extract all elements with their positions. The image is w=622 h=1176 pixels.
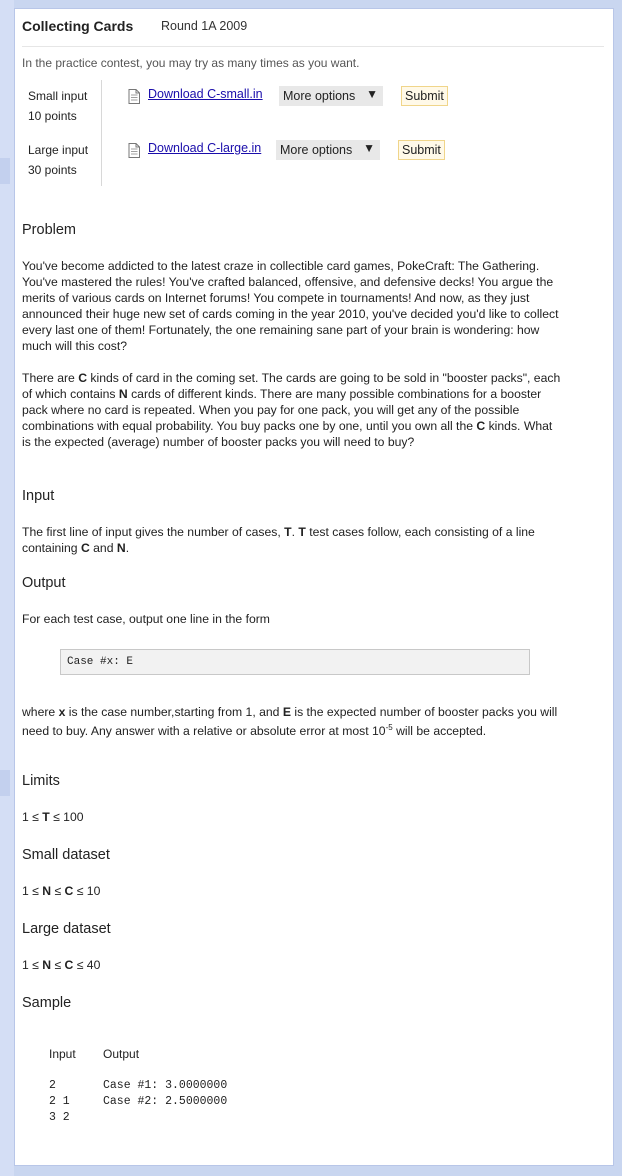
submit-small-button[interactable]: Submit xyxy=(401,86,448,106)
more-options-small-select[interactable] xyxy=(279,86,383,106)
small-dataset-heading: Small dataset xyxy=(22,847,110,863)
problem-heading: Problem xyxy=(22,222,76,238)
large-dataset-text: 1 ≤ N ≤ C ≤ 40 xyxy=(22,958,101,972)
problem-paragraph-2: There are C kinds of card in the coming set. The cards are going to be sold in "booster packs", each of which contains N cards of different kinds. There are many possible combinations for a booster pack where no card is repeated. When you pay for one pack, you will get any of the possible combinations with equal probability. You buy packs one by one, until you own all the C kinds. What is the expected (average) number of booster packs you will need to buy? xyxy=(22,371,561,449)
sample-input-line: 2 1 xyxy=(49,1095,70,1108)
document-icon xyxy=(128,89,140,104)
sample-output-line: Case #2: 2.5000000 xyxy=(103,1095,228,1108)
more-options-label: More options xyxy=(283,89,356,103)
large-dataset-heading: Large dataset xyxy=(22,921,111,937)
output-heading: Output xyxy=(22,575,66,591)
problem-panel xyxy=(14,8,614,1166)
small-input-name: Small input xyxy=(28,89,88,103)
large-input-points: 30 points xyxy=(28,163,77,177)
submit-large-button[interactable]: Submit xyxy=(398,140,445,160)
input-description: The first line of input gives the number of cases, T. T test cases follow, each consisting of a line containing C and N. xyxy=(22,525,535,555)
left-strip-mark xyxy=(0,158,10,184)
caret-down-icon: ▼ xyxy=(363,141,375,155)
problem-title: Collecting Cards xyxy=(22,18,134,34)
small-input-row xyxy=(22,86,462,126)
more-options-label: More options xyxy=(280,143,353,157)
top-strip xyxy=(14,0,622,8)
problem-paragraph-1: You've become addicted to the latest craze in collectible card games, PokeCraft: The Gathering. You've mastered the rules! You've crafted balanced, offensive, and defensive decks! You argue the merits of various cards on Internet forums! You compete in tournaments! And now, as they just announced their huge new set of cards coming in the year 2010, you've decided you'd like to collect every last one of them! Fortunately, the one remaining sane part of your brain is wondering: how much will this cost? xyxy=(22,259,559,353)
large-input-row xyxy=(22,140,462,180)
sample-heading: Sample xyxy=(22,995,72,1011)
more-options-large-select[interactable] xyxy=(276,140,380,160)
limits-heading: Limits xyxy=(22,773,60,789)
sample-input-label: Input xyxy=(49,1047,76,1061)
small-input-points: 10 points xyxy=(28,109,77,123)
problem-header xyxy=(22,18,604,47)
sample-output-label: Output xyxy=(103,1047,140,1061)
input-heading: Input xyxy=(22,488,55,504)
limits-text: 1 ≤ T ≤ 100 xyxy=(22,810,84,824)
sample-input-line: 2 xyxy=(49,1079,56,1092)
sample-output-line: Case #1: 3.0000000 xyxy=(103,1079,228,1092)
output-format-code xyxy=(60,649,530,675)
sample-input-line: 3 2 xyxy=(49,1111,70,1124)
output-description: where x is the case number,starting from 1, and E is the expected number of booster packs you will need to buy. Any answer with a relative or absolute error at most $10^{-5}$ will be accepted. xyxy=(22,705,558,739)
document-icon xyxy=(128,143,140,158)
large-input-label xyxy=(28,140,108,180)
output-intro: For each test case, output one line in the form xyxy=(22,612,270,626)
left-strip-mark xyxy=(0,770,10,796)
round-label: Round 1A 2009 xyxy=(161,19,248,33)
caret-down-icon: ▼ xyxy=(366,87,378,101)
large-input-name: Large input xyxy=(28,143,89,157)
download-large-link[interactable]: Download C-large.in xyxy=(148,141,262,155)
download-small-link[interactable]: Download C-small.in xyxy=(148,87,263,101)
output-format-text: Case #x: E xyxy=(67,656,134,668)
practice-note: In the practice contest, you may try as many times as you want. xyxy=(22,56,360,70)
left-strip xyxy=(0,0,14,1176)
small-input-label xyxy=(28,86,108,126)
small-dataset-text: 1 ≤ N ≤ C ≤ 10 xyxy=(22,884,101,898)
